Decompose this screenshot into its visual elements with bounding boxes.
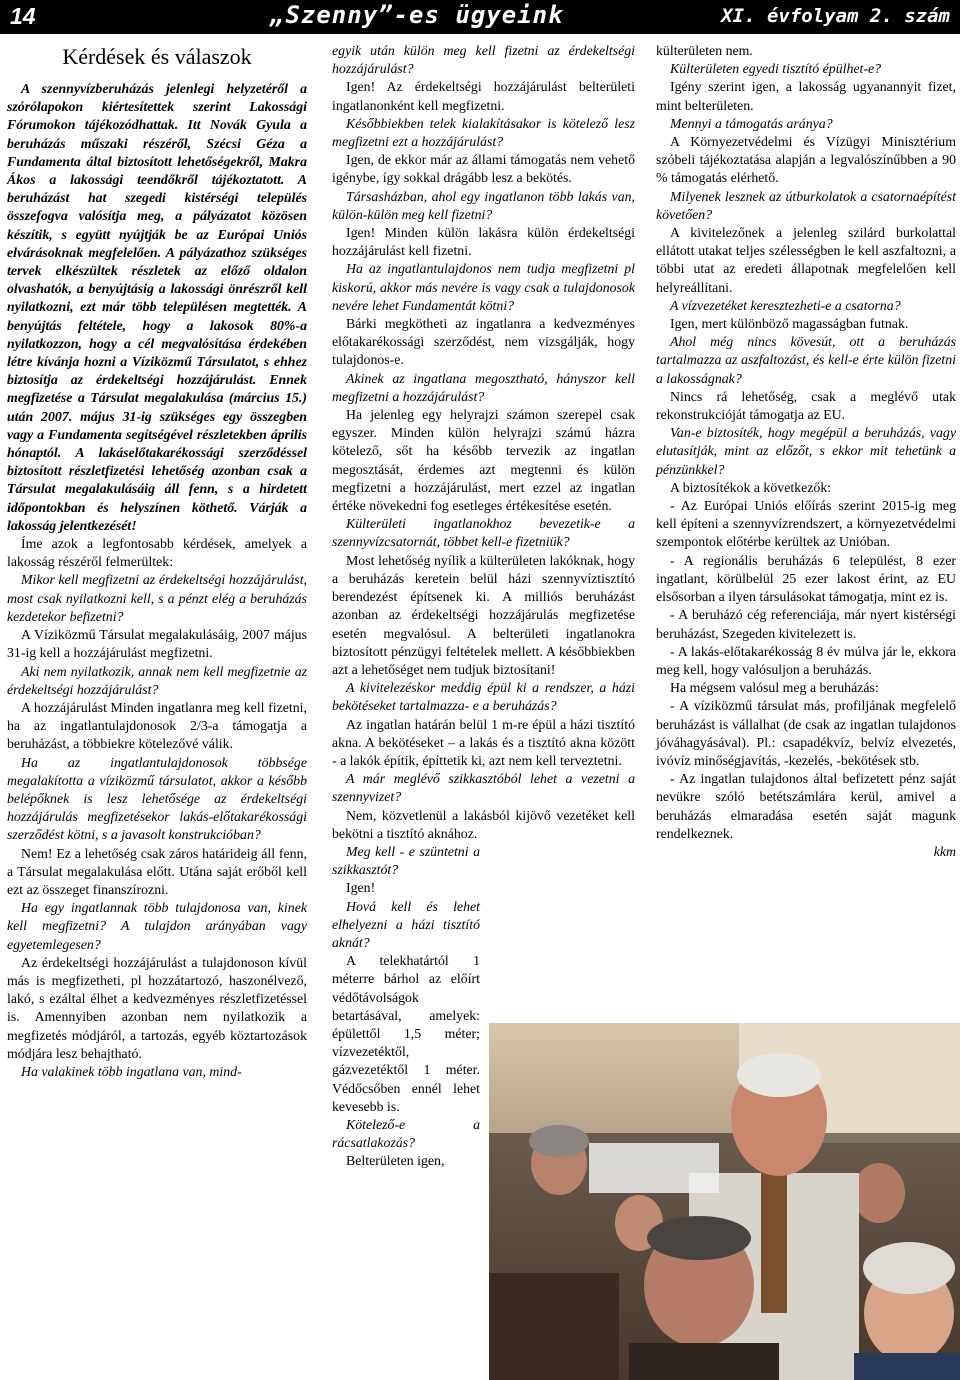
photo-audience-meeting-icon <box>489 1023 960 1380</box>
column-3-qa <box>656 42 956 843</box>
page-number: 14 <box>10 3 36 29</box>
photo-hair-woman <box>863 1242 955 1294</box>
photo-coat-left <box>489 1273 619 1380</box>
photo-hair-left <box>529 1125 589 1157</box>
answer-paragraph: A telekhatártól 1 méterre bárhol az előírt védőtávolságok betartásával, amelyek: épülettől 1,5 méter; vízvezetéktől, gázvezetéktől 1 méter. Védőcsőben ennél lehet kevesebb is. <box>332 953 480 1114</box>
answer-paragraph: A kivitelezőnek a jelenleg szilárd burkolattal ellátott utakat teljes szélességben le kell aszfaltozni, a többi utat az eredeti állapotnak megfelelően kell helyreállítani. <box>656 225 956 295</box>
question-paragraph: Milyenek lesznek az útburkolatok a csatornaépítést követően? <box>656 188 956 222</box>
answer-paragraph: Nincs rá lehetőség, csak a meglévő utak rekonstrukcióját támogatja az EU. <box>656 388 956 423</box>
photo-head-right <box>853 1163 905 1223</box>
answer-paragraph: A Környezetvédelmi és Vízügyi Minisztérium szóbeli tájékoztatása alapján a legvalószínűbben a 90 % támogatás elérhető. <box>656 134 956 186</box>
question-paragraph: Akinek az ingatlana megosztható, hányszor kell megfizetni a hozzájárulást? <box>332 370 635 404</box>
forum-photo <box>489 1023 960 1380</box>
question-paragraph: Ha egy ingatlannak több tulajdonosa van, kinek kell megfizetni? A tulajdon arányában vagy egyetemlegesen? <box>7 900 307 952</box>
photo-tie <box>761 1173 787 1313</box>
photo-jacket-front <box>629 1343 779 1380</box>
answer-paragraph: Igen, de ekkor már az állami támogatás nem vehető igénybe, így sokkal drágább lesz a bekötés. <box>332 152 635 186</box>
photo-paper <box>589 1143 719 1193</box>
question-paragraph: Ha az ingatlantulajdonos nem tudja megfizetni pl kiskorú, akkor más nevére is vagy csak a tulajdonosok nevére lehet Fundamentát kötni? <box>332 261 635 313</box>
question-paragraph: A vízvezetéket keresztezheti-e a csatorna? <box>670 297 901 313</box>
question-paragraph: Későbbiekben telek kialakításakor is kötelező lesz megfizetni ezt a hozzájárulást? <box>332 115 635 150</box>
question-paragraph: A kivitelezéskor meddig épül ki a rendszer, a házi bekötéseket tartalmazza- e a beruházás? <box>332 680 635 714</box>
answer-paragraph: Igen! Az érdekeltségi hozzájárulást belterületi ingatlanonként kell megfizetni. <box>332 79 635 113</box>
answer-paragraph: Igény szerint igen, a lakosság ugyanannyit fizet, mint belterületen. <box>656 79 956 113</box>
answer-paragraph: - A regionális beruházás 6 települést, 8 ezer ingatlant, körülbelül 25 ezer lakost érint, az EU elsősorban a ilyen társulásokat támogatja, mint ez is. <box>656 552 956 605</box>
photo-coat-woman <box>854 1353 960 1380</box>
question-paragraph: Ahol még nincs kövesút, ott a beruházás tartalmazza az aszfaltozást, és kell-e érte külön fizetni a lakosságnak? <box>656 334 956 386</box>
answer-paragraph: Íme azok a legfontosabb kérdések, amelyek a lakosság részéről felmerültek: <box>7 536 307 570</box>
answer-paragraph: Igen! Minden külön lakásra külön érdekeltségi hozzájárulást kell fizetni. <box>332 225 635 259</box>
answer-paragraph: A hozzájárulást Minden ingatlanra meg kell fizetni, ha az ingatlantulajdonosok 2/3-a támogatja a beruházást, a többiekre kötelezővé válik. <box>7 699 307 752</box>
question-paragraph: Külterületi ingatlanokhoz bevezetik-e a szennyvízcsatornát, többet kell-e fizetniük? <box>332 516 635 550</box>
answer-paragraph: Igen, mert különböző magasságban futnak. <box>670 316 909 332</box>
page-header <box>0 0 960 34</box>
photo-hair-front <box>647 1216 751 1260</box>
question-paragraph: Ha valakinek több ingatlana van, mind- <box>21 1063 242 1079</box>
answer-paragraph: Igen! <box>346 880 376 896</box>
column-3 <box>656 42 956 861</box>
answer-paragraph: Nem, közvetlenül a lakásból kijövő vezetéket kell bekötni a tisztító aknához. <box>332 807 635 841</box>
answer-paragraph: A biztosítékok a következők: <box>670 479 832 495</box>
column-2-qa <box>332 42 635 843</box>
issue-number: XI. évfolyam 2. szám <box>721 5 950 27</box>
answer-paragraph: Ha jelenleg egy helyrajzi számon szerepel csak egyszer. Minden külön helyrajzi számú házra kötelező, sőt ha később tervezik az ingatlan megosztását, érdemes azt megtenni és külön megfizetni a hozzájárulást, mert ezzel az ingatlan értéke növekedni fog esetleges értékesítése esetén. <box>332 407 635 514</box>
newsletter-title: „Szenny”-es ügyeink <box>270 1 564 29</box>
question-paragraph: Kötelező-e a rácsatlakozás? <box>332 1116 480 1151</box>
answer-paragraph: - Az Európai Uniós előírás szerint 2015-ig meg kell építeni a szennyvízrendszert, a környezetvédelmi szempontok előtérbe kerültek az Unióban. <box>656 498 956 550</box>
column-2-narrow-qa <box>332 843 480 1171</box>
question-paragraph: Mikor kell megfizetni az érdekeltségi hozzájárulást, most csak nyilatkozni kell, s a pénzt elég a beruházás kezdetekor befizetni? <box>7 572 307 624</box>
answer-paragraph: Az ingatlan határán belül 1 m-re épül a házi tisztító akna. A bekötéseket – a lakás és a tisztító akna között - a lakók építik, építtetik ki, azt nem kell terveztetni. <box>332 716 635 768</box>
question-paragraph: Meg kell - e szüntetni a szikkasztót? <box>332 843 480 878</box>
question-paragraph: Aki nem nyilatkozik, annak nem kell megfizetnie az érdekeltségi hozzájárulást? <box>7 663 307 697</box>
answer-paragraph: - A lakás-előtakarékosság 8 év múlva jár le, ekkora meg kell, hogy valósuljon a beruházás. <box>656 643 956 677</box>
question-paragraph: Ha az ingatlantulajdonosok többsége megalakította a víziközmű társulatot, akkor a később belépőknek is lesz lehetősége az érdekeltségi hozzájárulás megfizetésekor lakás-előtakarékossági szerződést kötni, s a javasolt konstrukcióban? <box>7 754 307 843</box>
answer-paragraph: Ha mégsem valósul meg a beruházás: <box>670 680 879 696</box>
question-paragraph: Van-e biztosíték, hogy megépül a beruházás, vagy elutasítják, mint az előzőt, s ekkor mit tehetünk a pénzünkkel? <box>656 425 956 477</box>
answer-paragraph: A Víziközmű Társulat megalakulásáig, 2007 május 31-ig kell a hozzájárulást megfizetni. <box>7 627 307 661</box>
question-paragraph: Hová kell és lehet elhelyezni a házi tisztító aknát? <box>332 898 480 950</box>
question-paragraph: A már meglévő szikkasztóból lehet a vezetni a szennyvizet? <box>332 771 635 805</box>
article-lead: A szennyvízberuházás jelenlegi helyzetéről a szórólapokon kiértesítettek szerint Lakossági Fórumokon tájékozódhattak. Itt Novák Gyula a beruházás műszaki részéről, Szécsi Géza a Fundamenta által biztosított lehetőségekről, Makra Ákos a lakossági teendőkről tájékoztatott. A beruházást hat szegedi kistérségi település összefogva valósítja meg, a pályázatot közösen készítik, s együtt nyújtják be az Európai Uniós elvárásoknak megfelelően. A pályázathoz szükséges tervek elkészültek részletek az előző oldalon olvashatók, a benyújtásig a lakossági önrészről kell nyilatkozni, ezt már több településen megtették. A benyújtás feltétele, hogy a lakosok 80%-a nyilatkozzon, hogy a cél megvalósítása érdekében létre kívánja hozni a Víziközmű Társulatot, s ehhez biztosítja az érdekeltségi hozzájárulást. Ennek megfizetése a Társulat megalakulása (március 15.) után 2007. május 31-ig szükséges egy összegben vagy a Fundamenta segítségével részletekben április hónaptól. A lakáselőtakarékossági szerződéssel biztosított részletfizetési lehetőség azonban csak a Társulat megalakulásáig áll fenn, s a hirdetett időpontokban és helyszínen köthető. Várják a lakosság jelentkezését! <box>7 81 307 533</box>
answer-paragraph: Belterületen igen, <box>346 1153 445 1169</box>
column-2 <box>332 42 635 1171</box>
answer-paragraph: - A víziközmű társulat más, profiljának megfelelő beruházást is vállalhat (de csak az ingatlan tulajdonos jóváhagyásával). Pl.: csapadékvíz, belvíz elvezetés, ivóvíz minőségjavítás, -kezelés, -bekötések stb. <box>656 698 956 768</box>
answer-paragraph: - Az ingatlan tulajdonos által befizetett pénz saját nevükre szóló betétszámlára kerül, amivel a beruházás elmaradása esetén saját magunk rendelkeznek. <box>656 771 956 841</box>
answer-paragraph: - A beruházó cég referenciája, már nyert kistérségi beruházást, Szegeden kivitelezett is. <box>656 607 956 641</box>
question-paragraph: egyik után külön meg kell fizetni az érdekeltségi hozzájárulást? <box>332 43 635 77</box>
answer-paragraph: Most lehetőség nyílik a külterületen lakóknak, hogy a beruházás keretein belül házi szennyvíztisztító berendezést építsenek ki. A milliós beruházást azonban az érdekeltségi hozzájárulás megfizetése esetén megvalósul. A belterületi ingatlanokra biztosított pénzügyi feltételek mellett. A későbbiekben azt a lehetőséget nem tudjuk biztosítani! <box>332 552 635 677</box>
answer-paragraph: Az érdekeltségi hozzájárulást a tulajdonoson kívül más is megfizetheti, pl hozzátartozó, haszonélvező, lakó, s ezáltal élhet a kedvezményes részletfizetéssel is. Amennyiben azonban nem nyilatkozik a megfizetés módjáról, a tartozás, egyéb köztartozások módjára lesz behajtható. <box>7 954 307 1061</box>
answer-paragraph: külterületen nem. <box>656 43 753 58</box>
column-1 <box>7 42 307 1081</box>
photo-hair-standing <box>737 1053 821 1097</box>
question-paragraph: Társasházban, ahol egy ingatlanon több lakás van, külön-külön meg kell fizetni? <box>332 188 635 222</box>
question-paragraph: Külterületen egyedi tisztító épülhet-e? <box>670 61 882 77</box>
answer-paragraph: Bárki megkötheti az ingatlanra a kedvezményes előtakarékossági szerződést, nem vizsgálják, hogy tulajdonos-e. <box>332 316 635 368</box>
column-1-qa <box>7 535 307 1081</box>
author-signature: kkm <box>933 843 956 859</box>
article-heading: Kérdések és válaszok <box>62 44 252 69</box>
answer-paragraph: Nem! Ez a lehetőség csak záros határideig áll fenn, a Társulat megalakulása előtt. Utána saját erőből kell ezt az összeget finanszírozni. <box>7 845 307 897</box>
question-paragraph: Mennyi a támogatás aránya? <box>670 115 833 131</box>
